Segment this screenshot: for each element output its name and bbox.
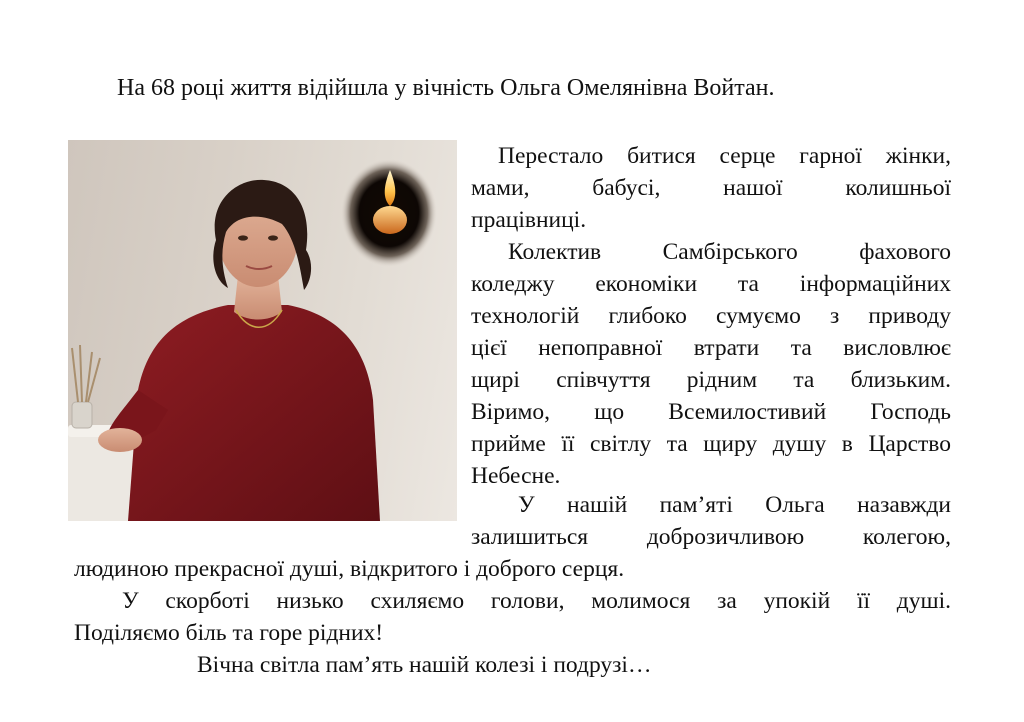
candle-body <box>373 206 407 234</box>
portrait-photo <box>68 140 457 521</box>
page-title: На 68 році життя відійшла у вічність Ольга Омелянівна Войтан. <box>117 75 775 101</box>
paragraph-3-line-3: людиною прекрасної душі, відкритого і доброго серця. <box>74 556 625 582</box>
paragraph-2-line-1: Колектив Самбірського фахового <box>508 239 951 265</box>
paragraph-2-line-2: коледжу економіки та інформаційних <box>471 271 951 297</box>
vase <box>72 402 92 428</box>
paragraph-3-line-2: залишиться доброзичливою колегою, <box>471 524 951 550</box>
paragraph-3-line-1: У нашій пам’яті Ольга назавжди <box>518 492 951 518</box>
paragraph-4-line-2: Поділяємо біль та горе рідних! <box>74 620 384 646</box>
paragraph-1-line-3: працівниці. <box>471 207 587 233</box>
paragraph-2-line-7: прийме її світлу та щиру душу в Царство <box>471 431 951 457</box>
paragraph-2-line-6: Віримо, що Всемилостивий Господь <box>471 399 951 425</box>
paragraph-1-line-1: Перестало битися серце гарної жінки, <box>498 143 951 169</box>
paragraph-2-line-5: щирі співчуття рідним та близьким. <box>471 367 951 393</box>
paragraph-1-line-2: мами, бабусі, нашої колишньої <box>471 175 951 201</box>
paragraph-2-line-3: технологій глибоко сумуємо з приводу <box>471 303 951 329</box>
paragraph-2-line-8: Небесне. <box>471 463 561 489</box>
paragraph-2-line-4: цієї непоправної втрати та висловлює <box>471 335 951 361</box>
paragraph-4-line-1: У скорботі низько схиляємо голови, молимося за упокій її душі. <box>122 588 951 614</box>
closing-line: Вічна світла пам’ять нашій колезі і подрузі… <box>197 652 652 678</box>
